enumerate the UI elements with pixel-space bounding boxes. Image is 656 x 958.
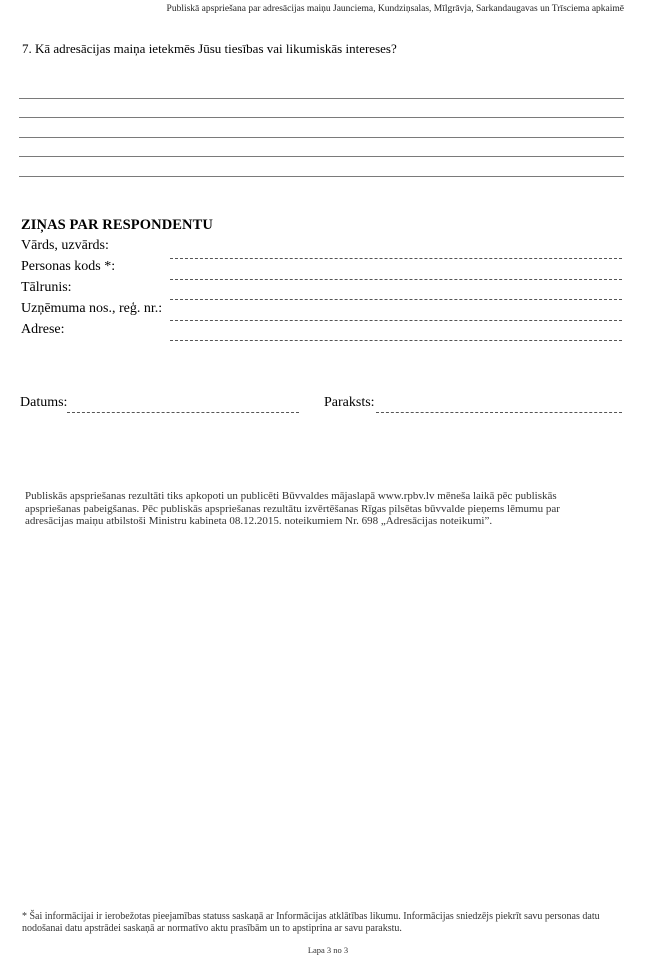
results-note: Publiskās apspriešanas rezultāti tiks apkopoti un publicēti Būvvaldes mājaslapā www.rpbv.lv mēneša laikā pēc publiskās apspriešanas pabeigšanas. Pēc publiskās apspriešanas rezultātu izvērtēšanas Rīgas pilsētas būvvalde pieņems lēmumu par adresācijas maiņu atbilstoši Ministru kabineta 08.12.2015. noteikumiem Nr. 698 „Adresācijas noteikumi”. (25, 490, 560, 528)
field-line-personal-code[interactable] (170, 279, 622, 280)
date-label: Datums: (20, 395, 68, 410)
field-label-personal-code: Personas kods *: (21, 259, 116, 274)
field-label-phone: Tālrunis: (21, 280, 72, 295)
field-line-address[interactable] (170, 340, 622, 341)
answer-line-2[interactable] (19, 117, 624, 118)
page-number: Lapa 3 no 3 (307, 945, 349, 955)
page-header: Publiskā apspriešana par adresācijas maiņu Jaunciema, Kundziņsalas, Mīlgrāvja, Sarkandaugavas un Trīsciema apkaimē (166, 4, 624, 14)
signature-label: Paraksts: (324, 395, 375, 410)
field-line-name[interactable] (170, 258, 622, 259)
answer-line-1[interactable] (19, 98, 624, 99)
field-label-company: Uzņēmuma nos., reģ. nr.: (21, 301, 163, 316)
field-line-company[interactable] (170, 320, 622, 321)
answer-line-4[interactable] (19, 156, 624, 157)
field-label-name: Vārds, uzvārds: (21, 238, 109, 253)
field-line-phone[interactable] (170, 299, 622, 300)
respondent-section-title: ZIŅAS PAR RESPONDENTU (21, 217, 213, 233)
answer-line-3[interactable] (19, 137, 624, 138)
signature-line[interactable] (376, 412, 622, 413)
date-line[interactable] (67, 412, 299, 413)
question-7: 7. Kā adresācijas maiņa ietekmēs Jūsu tiesības vai likumiskās intereses? (22, 41, 397, 56)
answer-line-5[interactable] (19, 176, 624, 177)
footnote: * Šai informācijai ir ierobežotas pieejamības statuss saskaņā ar Informācijas atklātības likumu. Informācijas sniedzējs piekrīt savu personas datu nodošanai datu apstrādei saskaņā ar normatīvo aktu prasībām un to apstiprina ar savu parakstu. (22, 911, 600, 934)
field-label-address: Adrese: (21, 322, 65, 337)
